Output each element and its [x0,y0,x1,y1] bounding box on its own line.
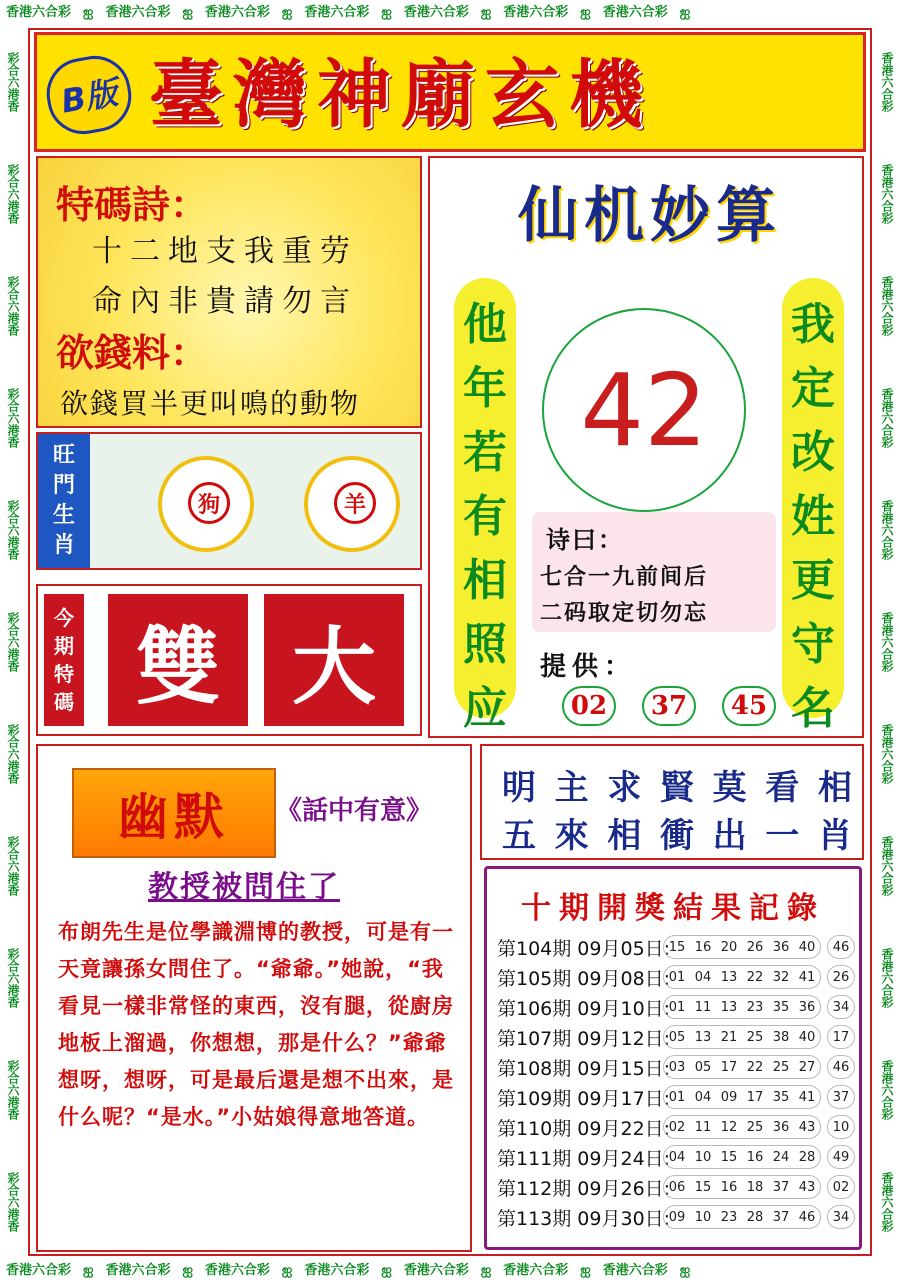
result-number: 28 [746,1209,764,1225]
xianji-poem-line-2: 二码取定切勿忘 [540,601,709,626]
verse-char: 若 [463,427,507,478]
xianji-poem-box [532,512,776,632]
lucky-zodiac-box [36,432,422,570]
phrase-char: 衝 [659,816,694,856]
border-text: 香港六合彩 [880,276,894,336]
border-separator: ஐ [182,5,193,20]
result-row [497,1085,855,1109]
result-row [497,1115,855,1139]
verse-char: 年 [463,363,507,414]
result-number: 24 [772,1149,790,1165]
border-text: 香港六合彩 [204,5,270,20]
result-numbers [663,1085,821,1109]
result-number: 23 [746,999,764,1015]
result-numbers [663,1175,821,1199]
result-number: 11 [694,1119,712,1135]
verse-char: 相 [463,555,507,606]
border-text: 香港六合彩 [880,724,894,784]
result-numbers [663,1205,821,1229]
label-char: 今 [54,606,74,630]
phrase-char: 賢 [659,768,694,808]
result-number: 41 [798,969,816,985]
verse-char: 有 [463,491,507,542]
border-separator: ஐ [83,1263,94,1278]
result-period-label: 第107期 09月12日: [497,1027,671,1050]
result-period-label: 第104期 09月05日: [497,937,671,960]
result-number: 01 [668,969,686,985]
border-text: 彩合六港香 [6,388,20,448]
result-number: 40 [798,1029,816,1045]
result-number: 16 [720,1179,738,1195]
border-text: 彩合六港香 [6,500,20,560]
border-text: 香港六合彩 [880,52,894,112]
border-text: 香港六合彩 [304,5,370,20]
border-separator: ஐ [182,1263,193,1278]
border-text: 香港六合彩 [403,1263,469,1278]
special-code-label [44,594,84,726]
result-period-label: 第110期 09月22日: [497,1117,671,1140]
result-number: 16 [746,1149,764,1165]
verse-char: 更 [791,555,835,606]
result-number: 43 [798,1179,816,1195]
phrase-char: 來 [554,816,589,856]
border-text: 香港六合彩 [880,164,894,224]
result-special-number: 34 [827,1205,855,1229]
result-number: 28 [798,1149,816,1165]
result-number: 02 [668,1119,686,1135]
lucky-number-circle: 42 [542,308,746,512]
bottom-border-band [0,1258,900,1284]
result-special-number: 37 [827,1085,855,1109]
border-text: 彩合六港香 [6,1060,20,1120]
result-special-number: 26 [827,965,855,989]
border-separator: ஐ [679,1263,691,1278]
result-row [497,935,855,959]
border-text: 彩合六港香 [6,948,20,1008]
result-number: 04 [694,969,712,985]
result-numbers [663,1025,821,1049]
poem-line-2: 命內非貴請勿言 [92,284,358,319]
left-verse-column [454,278,516,734]
result-number: 06 [668,1179,686,1195]
humor-box [36,744,472,1252]
result-number: 25 [746,1029,764,1045]
result-number: 36 [772,939,790,955]
result-period-label: 第113期 09月30日: [497,1207,671,1230]
dog-coin-icon [158,456,254,552]
result-number: 41 [798,1089,816,1105]
border-text: 香港六合彩 [503,5,569,20]
result-numbers [663,995,821,1019]
border-separator: ஐ [381,1263,392,1278]
border-text: 香港六合彩 [403,5,469,20]
result-number: 09 [668,1209,686,1225]
xianji-title: 仙机妙算 [518,181,782,251]
provide-label: 提供： [540,652,637,682]
result-numbers [663,1115,821,1139]
border-text: 香港六合彩 [880,500,894,560]
result-number: 03 [668,1059,686,1075]
border-separator: ஐ [281,1263,293,1278]
result-special-number: 46 [827,1055,855,1079]
verse-char: 名 [791,683,835,734]
border-separator: ஐ [281,5,293,20]
result-number: 04 [668,1149,686,1165]
result-number: 32 [772,969,790,985]
border-text: 香港六合彩 [6,5,72,20]
border-text: 香港六合彩 [880,1172,894,1232]
result-number: 17 [720,1059,738,1075]
result-special-number: 46 [827,935,855,959]
humor-story: 布朗先生是位學識淵博的教授，可是有一天竟讓孫女問住了。“爺爺。”她說，“我看見一樣非常怪的東西，沒有腿，從廚房地板上溜過，你想想，那是什么？”爺爺想呀，想呀，可是最后還是想不出來，是什么呢？“是水。”小姑娘得意地答道。 [58,920,454,1129]
result-row [497,965,855,989]
result-period-label: 第109期 09月17日: [497,1087,671,1110]
page-title: 臺灣神廟玄機 [149,52,653,138]
money-heading: 欲錢料： [56,330,209,375]
result-row [497,1025,855,1049]
phrase-row-2 [502,808,852,857]
verse-char: 姓 [791,491,835,542]
result-number: 10 [694,1149,712,1165]
humor-subtitle: 《話中有意》 [276,796,433,826]
result-number: 15 [668,939,686,955]
result-number: 11 [694,999,712,1015]
provide-number: 45 [722,686,776,726]
humor-badge: 幽默 [72,768,276,858]
label-char: 旺 [52,443,75,468]
border-text: 彩合六港香 [6,276,20,336]
border-text: 香港六合彩 [503,1263,569,1278]
goat-coin-icon [304,456,400,552]
label-char: 門 [52,473,75,498]
phrase-char: 看 [765,768,800,808]
result-number: 04 [694,1089,712,1105]
xianji-box [428,156,864,738]
poem-heading: 特碼詩： [56,182,209,227]
result-number: 27 [798,1059,816,1075]
poem-line-1: 十二地支我重劳 [92,234,358,269]
verse-char: 我 [791,299,835,350]
label-char: 特 [54,662,74,686]
border-text: 香港六合彩 [602,1263,668,1278]
border-separator: ஐ [480,1263,492,1278]
result-period-label: 第108期 09月15日: [497,1057,671,1080]
phrase-char: 求 [607,768,642,808]
border-text: 彩合六港香 [6,612,20,672]
provide-number: 02 [562,686,616,726]
xianji-poem-line-1: 七合一九前间后 [540,565,709,590]
result-numbers [663,935,821,959]
result-number: 10 [694,1209,712,1225]
verse-char: 照 [463,619,507,670]
verse-char: 改 [791,427,835,478]
result-number: 13 [720,969,738,985]
border-separator: ஐ [679,5,691,20]
money-line: 欲錢買半更叫鳴的動物 [60,387,361,420]
phrase-char: 五 [502,816,536,856]
result-special-number: 49 [827,1145,855,1169]
result-number: 35 [772,999,790,1015]
tema-tile-big: 大 [264,594,404,726]
result-number: 13 [694,1029,712,1045]
result-number: 25 [772,1059,790,1075]
result-special-number: 34 [827,995,855,1019]
result-numbers [663,965,821,989]
result-special-number: 10 [827,1115,855,1139]
verse-char: 定 [791,363,835,414]
result-period-label: 第105期 09月08日: [497,967,671,990]
zodiac-sign: 狗 [188,482,230,524]
result-number: 16 [694,939,712,955]
border-text: 香港六合彩 [880,612,894,672]
border-text: 香港六合彩 [880,1060,894,1120]
result-number: 05 [694,1059,712,1075]
border-separator: ஐ [580,1263,591,1278]
phrase-char: 莫 [712,768,747,808]
result-period-label: 第111期 09月24日: [497,1147,671,1170]
tema-tile-double: 雙 [108,594,248,726]
humor-title: 教授被問住了 [148,870,340,905]
result-number: 12 [720,1119,738,1135]
left-border-band [0,26,26,1258]
result-number: 37 [772,1209,790,1225]
result-special-number: 02 [827,1175,855,1199]
result-number: 26 [746,939,764,955]
border-separator: ஐ [480,5,492,20]
result-number: 21 [720,1029,738,1045]
result-row [497,995,855,1019]
result-number: 36 [798,999,816,1015]
result-number: 36 [772,1119,790,1135]
result-number: 40 [798,939,816,955]
border-separator: ஐ [580,5,591,20]
phrase-box [480,744,864,860]
phrase-char: 出 [712,816,747,856]
border-text: 彩合六港香 [6,836,20,896]
special-code-poem-box [36,156,422,428]
result-number: 37 [772,1179,790,1195]
border-text: 香港六合彩 [602,5,668,20]
phrase-char: 相 [607,816,642,856]
verse-char: 他 [463,299,507,350]
result-number: 18 [746,1179,764,1195]
border-text: 香港六合彩 [105,1263,171,1278]
border-text: 香港六合彩 [304,1263,370,1278]
zodiac-sign: 羊 [334,482,376,524]
result-number: 09 [720,1089,738,1105]
result-period-label: 第112期 09月26日: [497,1177,671,1200]
result-row [497,1145,855,1169]
phrase-char: 相 [817,768,852,808]
result-number: 23 [720,1209,738,1225]
verse-char: 应 [463,683,507,734]
result-row [497,1205,855,1229]
border-text: 香港六合彩 [105,5,171,20]
result-row [497,1055,855,1079]
right-verse-column [782,278,844,734]
result-number: 22 [746,1059,764,1075]
result-number: 25 [746,1119,764,1135]
draw-results-box [484,866,862,1250]
header-banner [34,32,866,152]
result-number: 13 [720,999,738,1015]
result-number: 38 [772,1029,790,1045]
border-text: 彩合六港香 [6,164,20,224]
verse-char: 守 [791,619,835,670]
result-number: 15 [694,1179,712,1195]
top-border-band [0,0,900,26]
result-number: 17 [746,1089,764,1105]
label-char: 碼 [54,690,74,714]
result-row [497,1175,855,1199]
result-period-label: 第106期 09月10日: [497,997,671,1020]
border-text: 香港六合彩 [880,836,894,896]
border-text: 彩合六港香 [6,1172,20,1232]
right-border-band [874,26,900,1258]
result-number: 35 [772,1089,790,1105]
result-number: 20 [720,939,738,955]
border-text: 香港六合彩 [880,948,894,1008]
lucky-zodiac-label [38,434,90,568]
label-char: 生 [52,503,75,528]
label-char: 肖 [52,533,75,558]
phrase-char: 主 [554,768,589,808]
label-char: 期 [54,634,74,658]
result-number: 22 [746,969,764,985]
border-separator: ஐ [381,5,392,20]
result-numbers [663,1145,821,1169]
phrase-char: 肖 [817,816,852,856]
result-numbers [663,1055,821,1079]
result-number: 05 [668,1029,686,1045]
border-text: 彩合六港香 [6,52,20,112]
result-number: 46 [798,1209,816,1225]
results-title: 十期開獎結果記錄 [521,891,825,926]
phrase-row-1 [502,760,852,809]
result-special-number: 17 [827,1025,855,1049]
border-separator: ஐ [83,5,94,20]
edition-badge: B版 [41,50,137,139]
result-number: 01 [668,999,686,1015]
phrase-char: 一 [765,816,800,856]
special-code-box [36,584,422,736]
provide-number: 37 [642,686,696,726]
border-text: 香港六合彩 [6,1263,72,1278]
border-text: 香港六合彩 [204,1263,270,1278]
result-number: 15 [720,1149,738,1165]
border-text: 彩合六港香 [6,724,20,784]
border-text: 香港六合彩 [880,388,894,448]
result-number: 01 [668,1089,686,1105]
result-number: 43 [798,1119,816,1135]
xianji-poem-head: 诗曰： [546,526,624,554]
phrase-char: 明 [502,768,536,808]
